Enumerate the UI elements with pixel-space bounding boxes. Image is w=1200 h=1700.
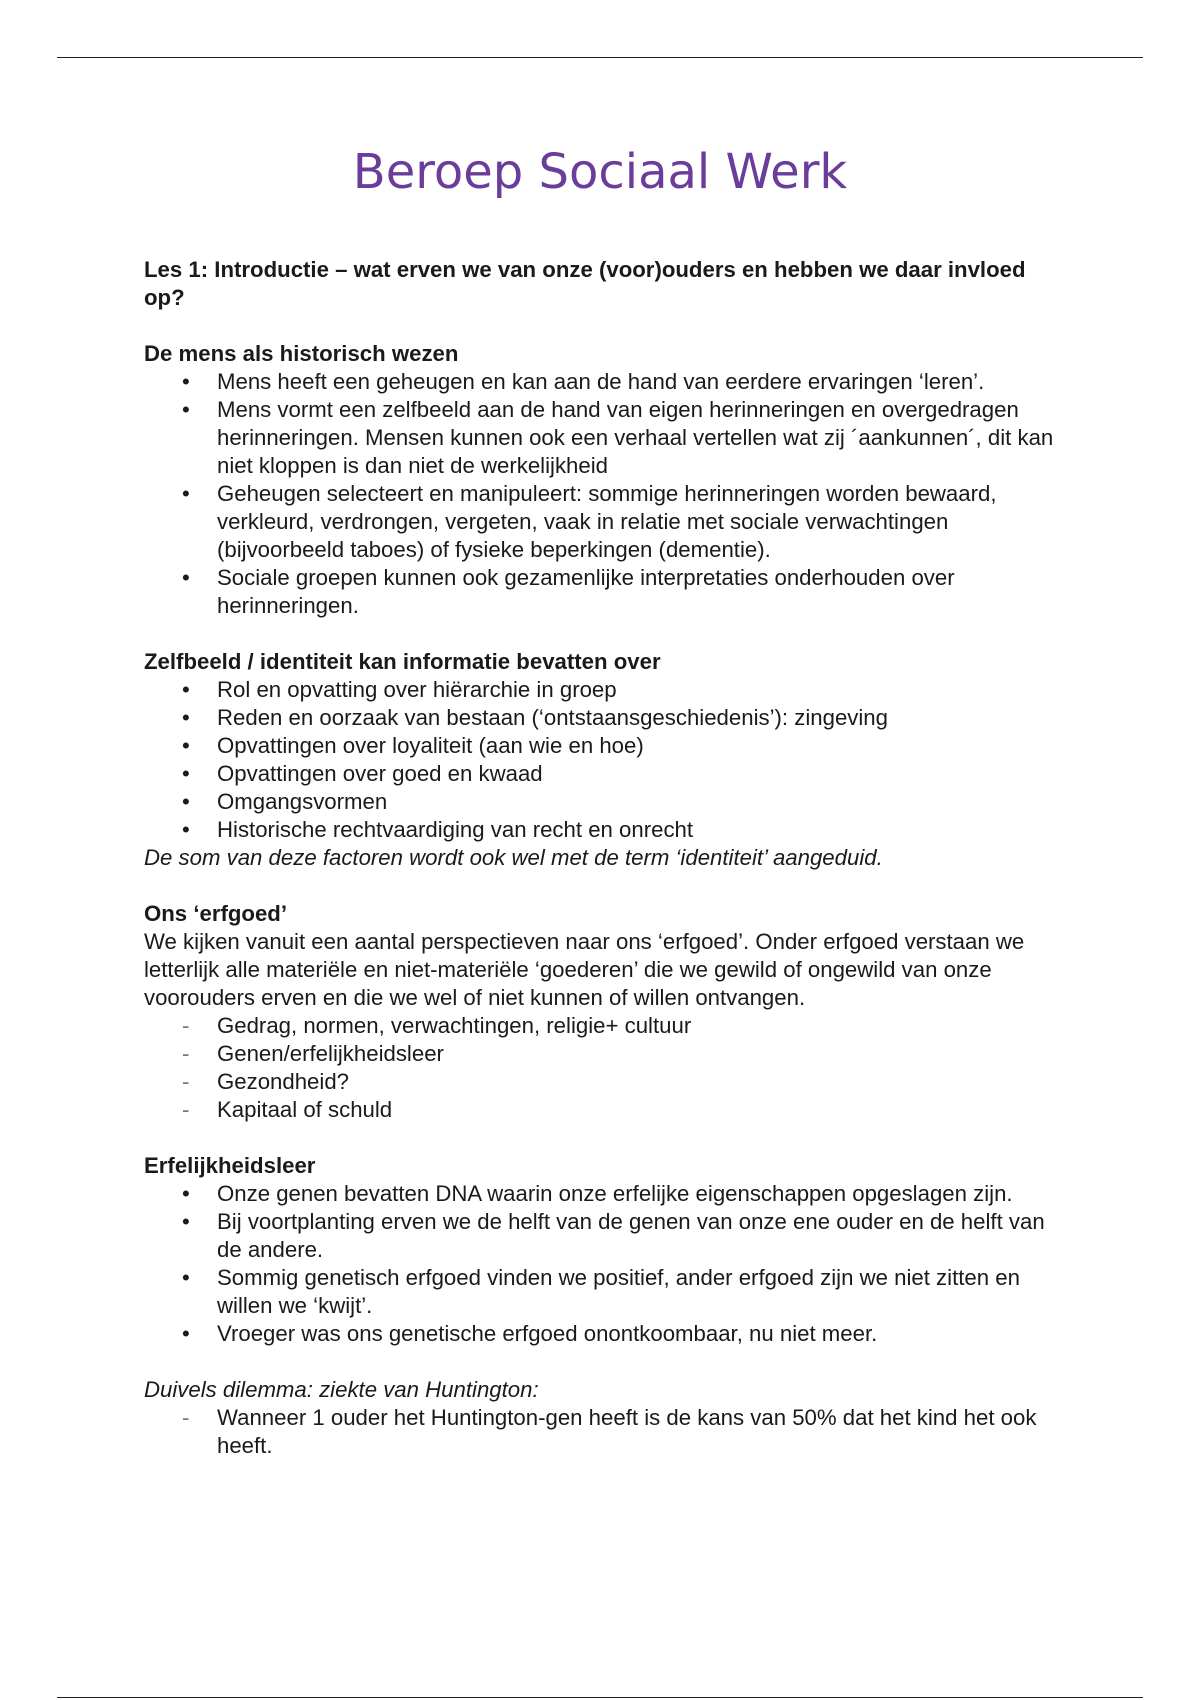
document-title: Beroep Sociaal Werk	[352, 144, 848, 200]
dash-list-erfgoed	[144, 1012, 1064, 1124]
document-body	[144, 256, 1064, 1460]
list-item: • Sommig genetisch erfgoed vinden we positief, ander erfgoed zijn we niet zitten en willen we ‘kwijt’.	[144, 1264, 1064, 1320]
list-item: • Vroeger was ons genetische erfgoed onontkoombaar, nu niet meer.	[144, 1320, 1064, 1348]
section-heading-historisch-wezen: De mens als historisch wezen	[144, 341, 459, 366]
lesson-heading: Les 1: Introductie – wat erven we van onze (voor)ouders en hebben we daar invloed op?	[144, 257, 1026, 310]
list-item: • Historische rechtvaardiging van recht en onrecht	[144, 816, 1064, 844]
top-rule	[57, 57, 1143, 58]
section-heading-zelfbeeld: Zelfbeeld / identiteit kan informatie bevatten over	[144, 649, 661, 674]
list-item: - Kapitaal of schuld	[144, 1096, 1064, 1124]
bullet-list-erfelijkheidsleer	[144, 1180, 1064, 1348]
list-item: • Reden en oorzaak van bestaan (‘ontstaansgeschiedenis’): zingeving	[144, 704, 1064, 732]
bottom-rule	[57, 1697, 1143, 1698]
list-item: - Wanneer 1 ouder het Huntington-gen heeft is de kans van 50% dat het kind het ook heeft.	[144, 1404, 1064, 1460]
list-item: - Genen/erfelijkheidsleer	[144, 1040, 1064, 1068]
list-item: • Mens heeft een geheugen en kan aan de hand van eerdere ervaringen ‘leren’.	[144, 368, 1064, 396]
erfgoed-paragraph: We kijken vanuit een aantal perspectieven naar ons ‘erfgoed’. Onder erfgoed verstaan we letterlijk alle materiële en niet-materiële ‘goederen’ die we gewild of ongewild van onze voorouders erven en die we wel of niet kunnen of willen ontvangen.	[144, 929, 1025, 1010]
list-item: - Gezondheid?	[144, 1068, 1064, 1096]
bullet-list-historisch-wezen	[144, 368, 1064, 620]
list-item: • Mens vormt een zelfbeeld aan de hand van eigen herinneringen en overgedragen herinneringen. Mensen kunnen ook een verhaal vertellen wat zij ´aankunnen´, dit kan niet kloppen is dan niet de werkelijkheid	[144, 396, 1064, 480]
section-heading-erfelijkheidsleer: Erfelijkheidsleer	[144, 1153, 316, 1178]
bullet-list-zelfbeeld	[144, 676, 1064, 844]
list-item: • Onze genen bevatten DNA waarin onze erfelijke eigenschappen opgeslagen zijn.	[144, 1180, 1064, 1208]
section-heading-erfgoed: Ons ‘erfgoed’	[144, 901, 288, 926]
list-item: • Omgangsvormen	[144, 788, 1064, 816]
list-item: - Gedrag, normen, verwachtingen, religie+ cultuur	[144, 1012, 1064, 1040]
list-item: • Opvattingen over loyaliteit (aan wie en hoe)	[144, 732, 1064, 760]
identity-note: De som van deze factoren wordt ook wel met de term ‘identiteit’ aangeduid.	[144, 845, 883, 870]
dash-list-huntington	[144, 1404, 1064, 1460]
list-item: • Opvattingen over goed en kwaad	[144, 760, 1064, 788]
list-item: • Sociale groepen kunnen ook gezamenlijke interpretaties onderhouden over herinneringen.	[144, 564, 1064, 620]
list-item: • Bij voortplanting erven we de helft van de genen van onze ene ouder en de helft van de andere.	[144, 1208, 1064, 1264]
section-heading-huntington: Duivels dilemma: ziekte van Huntington:	[144, 1377, 539, 1402]
list-item: • Geheugen selecteert en manipuleert: sommige herinneringen worden bewaard, verkleurd, verdrongen, vergeten, vaak in relatie met sociale verwachtingen (bijvoorbeeld taboes) of fysieke beperkingen (dementie).	[144, 480, 1064, 564]
list-item: • Rol en opvatting over hiërarchie in groep	[144, 676, 1064, 704]
